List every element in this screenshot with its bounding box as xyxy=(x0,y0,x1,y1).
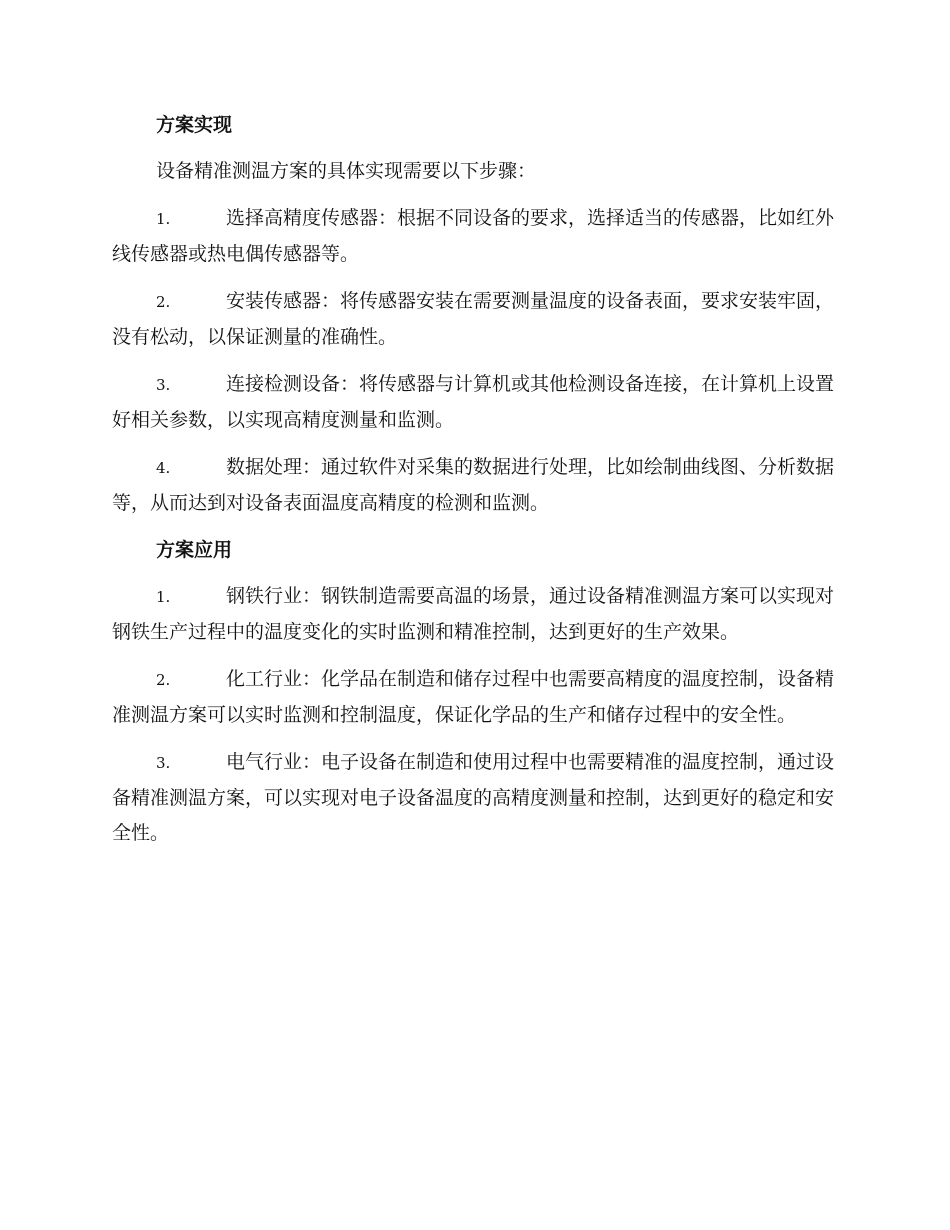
list-item-text: 选择高精度传感器：根据不同设备的要求，选择适当的传感器，比如红外线传感器或热电偶传感器等。 xyxy=(112,207,835,265)
list-item xyxy=(112,662,834,733)
list-item xyxy=(112,201,834,272)
list-item-number: 3. xyxy=(156,376,171,394)
list-item-number: 3. xyxy=(156,754,171,772)
section-heading-implementation: 方案实现 xyxy=(156,114,233,136)
list-item-text: 化工行业：化学品在制造和储存过程中也需要高精度的温度控制，设备精准测温方案可以实时监测和控制温度，保证化学品的生产和储存过程中的安全性。 xyxy=(112,668,835,726)
list-item-number: 2. xyxy=(156,671,171,689)
list-item-number: 1. xyxy=(156,588,171,606)
list-item xyxy=(112,745,834,851)
list-item-text: 安装传感器：将传感器安装在需要测量温度的设备表面，要求安装牢固，没有松动，以保证测量的准确性。 xyxy=(112,290,835,348)
list-item xyxy=(112,579,834,650)
document-page xyxy=(112,108,834,863)
list-item-text: 连接检测设备：将传感器与计算机或其他检测设备连接，在计算机上设置好相关参数，以实现高精度测量和监测。 xyxy=(112,373,835,431)
list-item-number: 4. xyxy=(156,459,171,477)
list-item-number: 1. xyxy=(156,210,171,228)
list-item xyxy=(112,284,834,355)
list-item xyxy=(112,367,834,438)
section-heading-application: 方案应用 xyxy=(156,539,233,561)
list-item-text: 数据处理：通过软件对采集的数据进行处理，比如绘制曲线图、分析数据等，从而达到对设备表面温度高精度的检测和监测。 xyxy=(112,456,835,514)
section-intro: 设备精准测温方案的具体实现需要以下步骤： xyxy=(156,160,537,182)
list-item-text: 钢铁行业：钢铁制造需要高温的场景，通过设备精准测温方案可以实现对钢铁生产过程中的温度变化的实时监测和精准控制，达到更好的生产效果。 xyxy=(112,585,835,643)
list-item xyxy=(112,450,834,521)
list-item-number: 2. xyxy=(156,293,171,311)
list-item-text: 电气行业：电子设备在制造和使用过程中也需要精准的温度控制，通过设备精准测温方案，可以实现对电子设备温度的高精度测量和控制，达到更好的稳定和安全性。 xyxy=(112,751,835,844)
